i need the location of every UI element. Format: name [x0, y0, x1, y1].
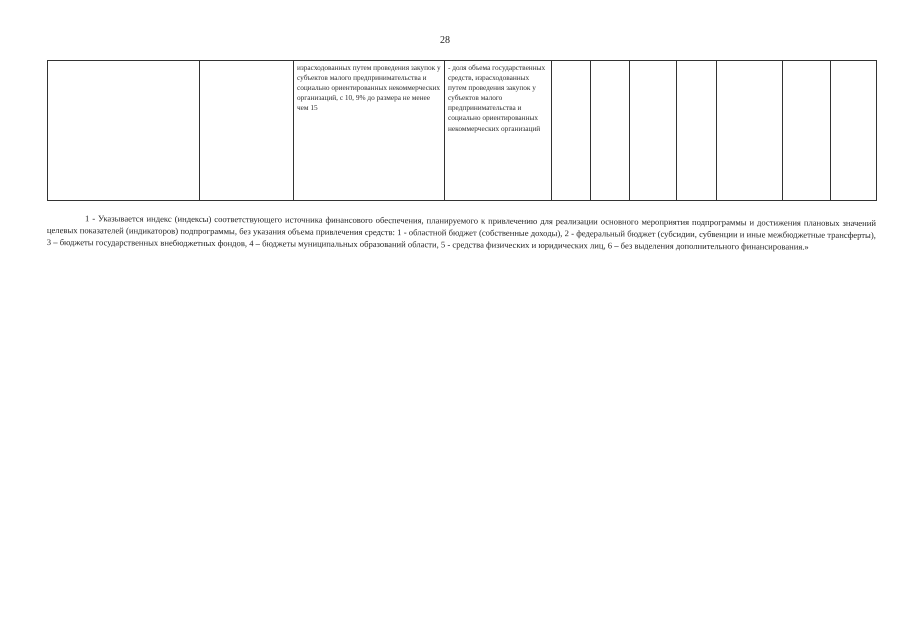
table-cell-empty: [831, 61, 877, 201]
table-cell-empty: [630, 61, 677, 201]
table-cell-empty: [717, 61, 783, 201]
table-cell-empty: [783, 61, 831, 201]
table-cell-empty: [48, 61, 200, 201]
table-cell-empty: [552, 61, 591, 201]
table-cell-target: - доля объема государственных средств, израсходованных путем проведения закупок у субъектов малого предпринимательства и социально ориентированных некоммерческих организаций: [445, 61, 552, 201]
page-number: 28: [440, 35, 450, 46]
table-cell-empty: [200, 61, 294, 201]
continuation-table: [47, 60, 877, 201]
table-cell-empty: [677, 61, 717, 201]
footnote-text: 1 - Указывается индекс (индексы) соответствующего источника финансового обеспечения, планируемого к привлечению для реализации основного мероприятия подпрограммы и достижения плановых значений целевых показателей (индикаторов) подпрограммы, без указания объема привлечения средств: 1 - областной бюджет (собственные доходы), 2 - федеральный бюджет (субсидии, субвенции и иные межбюджетные трансферты), 3 – бюджеты государственных внебюджетных фондов, 4 – бюджеты муниципальных образований области, 5 - средства физических и юридических лиц, 6 – без выделения дополнительного финансирования.»: [46, 213, 876, 253]
table-cell-indicator: израсходованных путем проведения закупок у субъектов малого предпринимательства и социально ориентированных некоммерческих организаций, с 10, 9% до размера не менее чем 15: [294, 61, 445, 201]
table-cell-empty: [591, 61, 630, 201]
table-row: [48, 61, 877, 201]
